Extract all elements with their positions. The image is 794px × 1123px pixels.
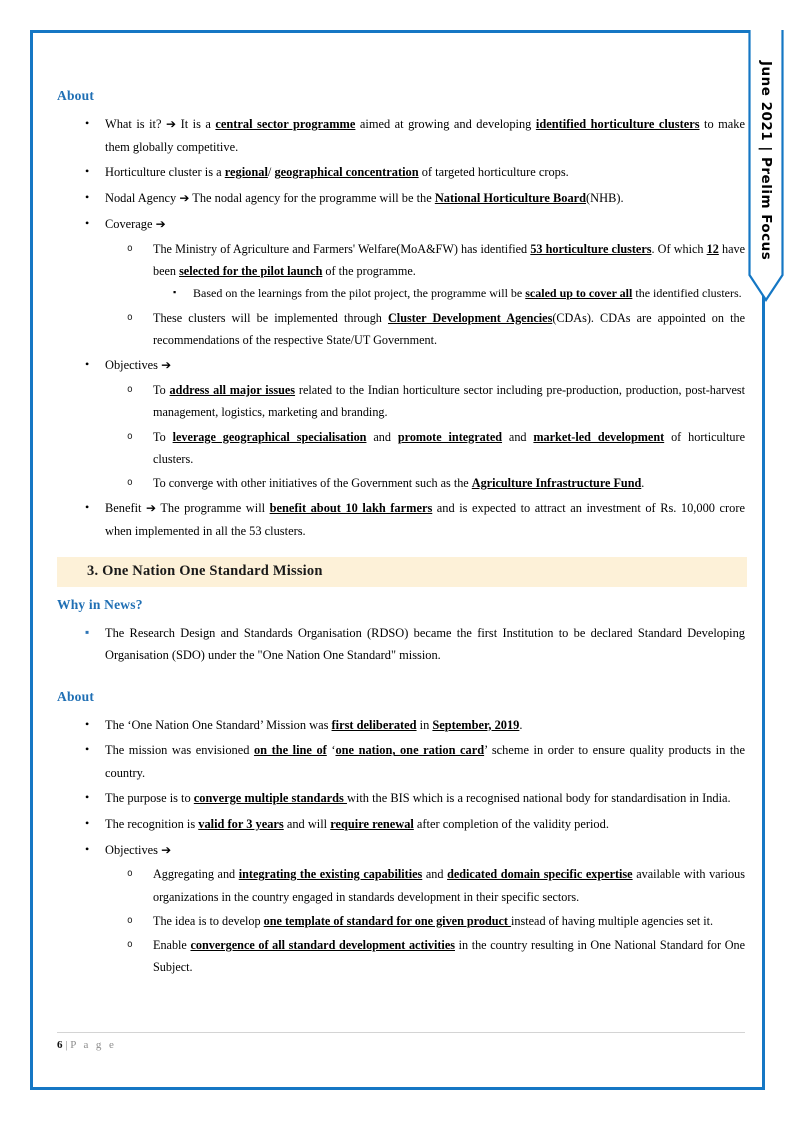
list-bullet-dot-icon: • [85, 164, 90, 179]
footer-divider [57, 1032, 745, 1033]
section-heading-about-horticulture: About [57, 88, 95, 103]
body-text: Nodal Agency [105, 190, 180, 205]
body-text: in the country resulting in One National Standard for One Subject. [153, 938, 746, 975]
page-footer [57, 1032, 745, 1051]
body-text: of horticulture clusters. [153, 429, 745, 466]
emphasised-text: selected for the pilot launch [179, 263, 323, 278]
list-why-in-news [57, 622, 745, 667]
body-text: of targeted horticulture crops. [418, 165, 569, 180]
body-text: To converge with other initiatives of the Government such as the [153, 475, 472, 490]
body-text: and will [283, 817, 331, 831]
list-bullet-dot-icon: • [85, 716, 90, 731]
body-text: (NHB). [586, 190, 624, 205]
body-text: The nodal agency for the programme will be the [189, 190, 435, 205]
list-bullet-circle-icon: o [127, 430, 133, 442]
body-text: in [416, 717, 433, 732]
body-text: and [502, 429, 534, 444]
section-banner-title: 3. One Nation One Standard Mission [87, 563, 323, 580]
list-item [57, 622, 745, 667]
body-text: / [267, 165, 275, 180]
body-text: The programme will [156, 501, 270, 516]
section-heading-why-in-news: Why in News? [57, 596, 143, 612]
list-bullet-circle-icon: o [127, 384, 133, 396]
body-text: aimed at growing and developing [355, 117, 536, 131]
list-item [105, 910, 745, 932]
emphasised-text: market-led development [533, 429, 665, 444]
list-item [57, 839, 745, 979]
body-text: Enable [153, 938, 191, 953]
section-banner-one-nation-one-standard [57, 557, 747, 587]
right-arrow-icon: ➔ [161, 842, 172, 857]
side-tab-label: June 2021 | Prelim Focus [758, 61, 774, 261]
list-item [105, 472, 745, 494]
body-text: to make them globally competitive. [105, 117, 745, 154]
list-item [57, 813, 745, 836]
right-arrow-icon: ➔ [146, 501, 157, 516]
footer-separator: | [65, 1039, 68, 1051]
body-text: . [519, 717, 523, 732]
emphasised-text: central sector programme [215, 117, 356, 131]
body-text: The recognition is [105, 817, 199, 831]
list-bullet-circle-icon: o [127, 476, 133, 488]
body-text: and is expected to attract an investment of Rs. 10,000 crore when implemented in all the 53 clusters. [105, 501, 745, 538]
emphasised-text: one template of standard for one given product [263, 913, 512, 928]
list-item [57, 187, 745, 210]
list-bullet-dot-icon: • [85, 500, 90, 515]
right-arrow-icon: ➔ [179, 190, 190, 205]
list-bullet-circle-icon: o [127, 868, 133, 880]
body-text: with the BIS which is a recognised national body for standardisation in India. [346, 791, 731, 806]
list-item [153, 283, 745, 305]
body-text: Aggregating and [153, 867, 239, 882]
body-text: have been [153, 241, 745, 278]
emphasised-text: National Horticulture Board [434, 190, 587, 205]
list-item [105, 934, 745, 978]
emphasised-text: integrating the existing capabilities [238, 867, 423, 882]
emphasised-text: on the line of [253, 743, 327, 758]
list-about-horticulture [57, 113, 745, 543]
nested-list [105, 379, 745, 494]
body-text: instead of having multiple agencies set it. [511, 913, 714, 928]
body-text: Based on the learnings from the pilot project, the programme will be [193, 286, 526, 301]
section-heading-about-onos: About [57, 688, 95, 704]
list-bullet-circle-icon: o [127, 311, 133, 323]
body-text: The idea is to develop [153, 913, 264, 928]
list-item [57, 497, 745, 542]
emphasised-text: scaled up to cover all [525, 286, 633, 301]
emphasised-text: Agriculture Infrastructure Fund [471, 475, 642, 490]
body-text: The ‘One Nation One Standard’ Mission was [105, 717, 332, 732]
body-text: ‘ [326, 743, 336, 758]
emphasised-text: one nation, one ration card [335, 743, 485, 758]
nested-list [105, 863, 745, 978]
footer-text [57, 1039, 745, 1051]
emphasised-text: 12 [706, 241, 719, 256]
list-item [105, 238, 745, 305]
body-text: What is it? [105, 117, 166, 131]
body-text: It is a [176, 117, 216, 131]
body-text: and [366, 429, 398, 444]
emphasised-text: address all major issues [169, 383, 296, 398]
nested-list [105, 238, 745, 352]
body-text: (CDAs). CDAs are appointed on the recommendations of the respective State/UT Government. [153, 310, 745, 348]
body-text: Objectives [105, 358, 162, 373]
list-bullet-dot-icon: • [85, 116, 90, 130]
emphasised-text: require renewal [330, 817, 414, 831]
list-bullet-dot-icon: • [85, 189, 90, 204]
emphasised-text: regional [224, 165, 268, 180]
body-text: To [153, 383, 170, 398]
body-text: . Of which [651, 241, 707, 256]
list-item [57, 213, 745, 351]
list-bullet-dot-icon: • [85, 790, 90, 805]
right-arrow-icon: ➔ [155, 216, 166, 231]
right-arrow-icon: ➔ [161, 358, 172, 373]
body-text: The purpose is to [105, 791, 194, 806]
body-text: . [641, 475, 645, 490]
body-text: the identified clusters. [632, 286, 742, 301]
body-text: Objectives [105, 842, 162, 857]
body-text: The Ministry of Agriculture and Farmers' Welfare(MoA&FW) has identified [153, 241, 531, 256]
body-text: and [422, 867, 448, 882]
emphasised-text: converge multiple standards [193, 791, 347, 806]
list-item [105, 307, 745, 351]
right-arrow-icon: ➔ [166, 117, 177, 131]
body-text: available with various organizations in the country engaged in standards development in their specific sectors. [153, 867, 745, 904]
list-item [57, 161, 745, 184]
body-text: These clusters will be implemented through [153, 310, 388, 325]
side-ribbon-tab [748, 30, 784, 302]
emphasised-text: September, 2019 [432, 717, 520, 732]
emphasised-text: geographical concentration [274, 165, 419, 180]
list-about-onos [57, 714, 745, 979]
emphasised-text: promote integrated [397, 429, 503, 444]
list-bullet-circle-icon: o [127, 939, 133, 951]
list-item [105, 379, 745, 423]
list-item [57, 354, 745, 494]
list-bullet-dot-icon: • [85, 841, 90, 856]
list-bullet-circle-icon: o [127, 914, 133, 926]
footer-page-label: P a g e [70, 1039, 117, 1051]
body-text: The Research Design and Standards Organisation (RDSO) became the first Institution to be declared Standard Developing Organisation (SDO) under the "One Nation One Standard" mission. [105, 625, 745, 663]
emphasised-text: identified horticulture clusters [535, 117, 700, 131]
list-item [57, 787, 745, 810]
document-content [57, 88, 745, 981]
body-text: Horticulture cluster is a [105, 165, 225, 180]
body-text: after completion of the validity period. [413, 817, 609, 831]
list-item [57, 739, 745, 784]
emphasised-text: first deliberated [331, 717, 417, 732]
list-bullet-blue-square-icon: ▪ [85, 624, 90, 639]
body-text: of the programme. [322, 263, 416, 278]
body-text: ’ scheme in order to ensure quality products in the country. [105, 743, 745, 780]
emphasised-text: Cluster Development Agencies [388, 310, 553, 325]
list-bullet-square-icon: ▪ [173, 287, 177, 298]
emphasised-text: leverage geographical specialisation [172, 429, 367, 444]
emphasised-text: valid for 3 years [198, 817, 284, 831]
list-bullet-dot-icon: • [85, 816, 90, 830]
nested-list [153, 283, 745, 305]
emphasised-text: convergence of all standard development activities [190, 938, 455, 953]
body-text: The mission was envisioned [105, 743, 254, 758]
emphasised-text: 53 horticulture clusters [530, 241, 652, 256]
list-bullet-circle-icon: o [127, 242, 133, 254]
list-bullet-dot-icon: • [85, 742, 90, 757]
emphasised-text: benefit about 10 lakh farmers [269, 501, 433, 516]
footer-page-number: 6 [57, 1039, 63, 1051]
body-text: Coverage [105, 216, 156, 231]
body-text: related to the Indian horticulture sector including pre-production, production, post-harvest management, logistics, marketing and branding. [153, 383, 745, 420]
list-item [57, 714, 745, 737]
list-bullet-dot-icon: • [85, 215, 90, 230]
body-text: To [153, 429, 173, 444]
list-item [105, 426, 745, 470]
body-text: Benefit [105, 501, 146, 516]
list-bullet-dot-icon: • [85, 357, 90, 372]
list-item [105, 863, 745, 907]
list-item [57, 113, 745, 158]
emphasised-text: dedicated domain specific expertise [447, 867, 633, 882]
